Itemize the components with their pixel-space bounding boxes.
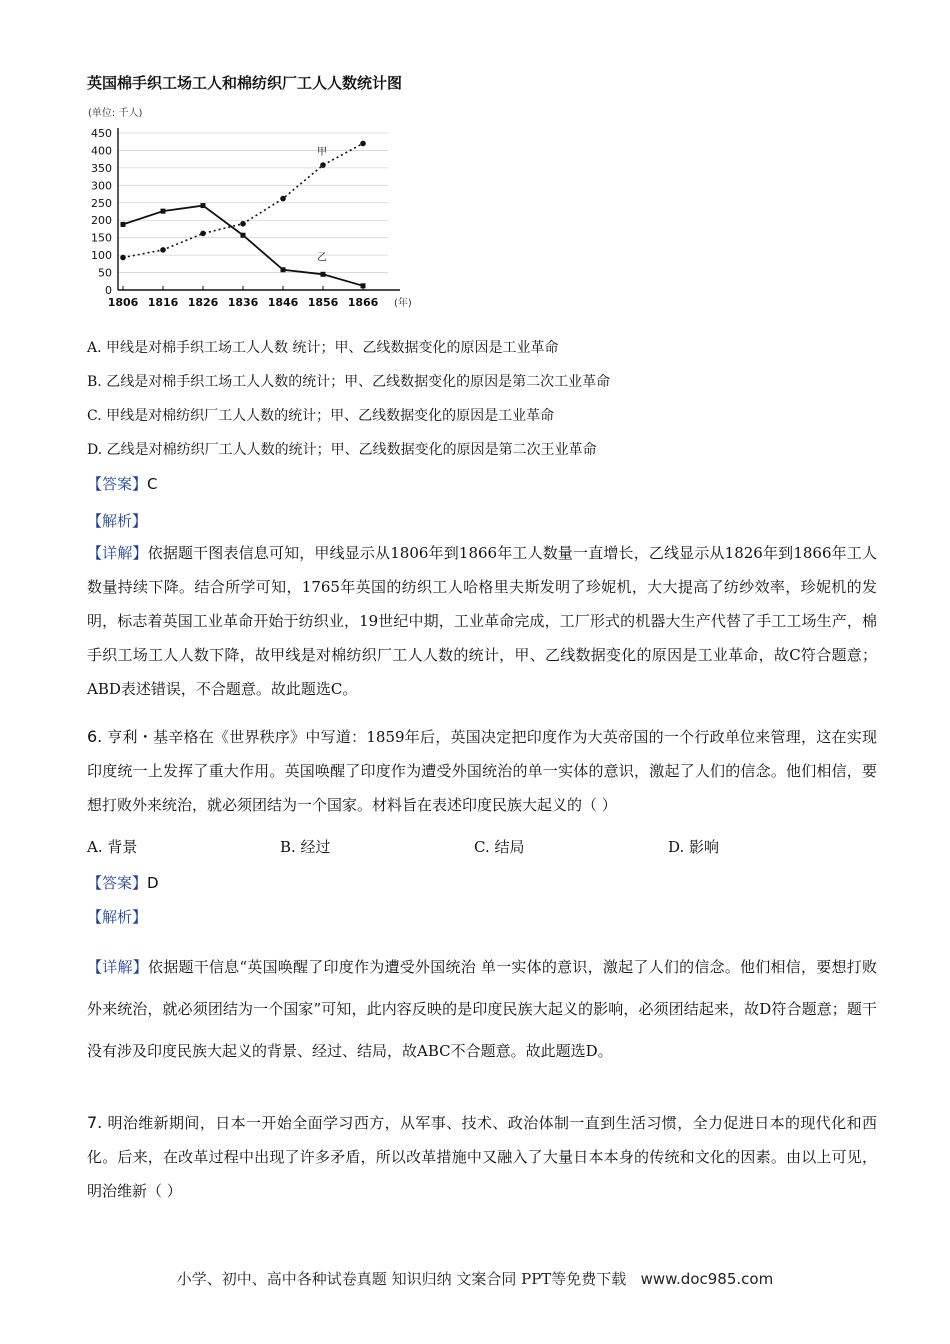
y-tick-label: 200	[91, 214, 112, 228]
x-tick-label: 1856	[307, 296, 339, 309]
answer-label: 【答案】	[87, 874, 148, 892]
q6-answer	[87, 872, 159, 893]
y-tick-label: 50	[98, 266, 112, 280]
chart-series	[120, 141, 366, 289]
x-tick-label: 1846	[267, 296, 299, 309]
data-point	[200, 231, 206, 237]
question-6	[87, 720, 877, 822]
q6-number: 6.	[87, 727, 103, 746]
q7-text: 明治维新期间，日本一开始全面学习西方，从军事、技术、政治体制一直到生活习惯，全力促进日本的现代化和西化。后来，在改革过程中出现了许多矛盾，所以改革措施中又融入了大量日本本身的传统和文化的因素。由以上可见，明治维新（ ）	[87, 1114, 877, 1200]
q7-number: 7.	[87, 1113, 103, 1132]
q6-option-c: C. 结局	[474, 838, 525, 856]
series-label: 甲	[317, 147, 327, 159]
data-point	[120, 255, 126, 261]
footer-link[interactable]: www.doc985.com	[640, 1270, 774, 1288]
series-label: 乙	[317, 252, 327, 264]
y-tick-label: 100	[91, 249, 112, 263]
answer-label: 【答案】	[87, 475, 148, 493]
footer-text: 小学、初中、高中各种试卷真题 知识归纳 文案合同 PPT等免费下载	[176, 1270, 627, 1288]
data-point	[160, 247, 166, 253]
x-tick-label: 1806	[107, 296, 139, 309]
y-tick-label: 400	[91, 144, 112, 158]
data-point	[161, 209, 166, 214]
q5-option-b: B. 乙线是对棉手织工场工人人数的统计；甲、乙线数据变化的原因是第二次工业革命	[87, 374, 611, 390]
q5-analysis-label: 【解析】	[87, 512, 148, 530]
y-tick-label: 0	[105, 284, 112, 297]
q5-option-a: A. 甲线是对棉手织工场工人人数 统计；甲、乙线数据变化的原因是工业革命	[87, 340, 559, 356]
data-point	[281, 267, 286, 272]
y-tick-label: 300	[91, 179, 112, 193]
x-tick-label: 1866	[347, 296, 379, 309]
y-tick-label: 450	[91, 127, 112, 140]
chart-axes	[118, 128, 400, 290]
q6-option-b: B. 经过	[280, 838, 331, 856]
x-tick-labels	[108, 296, 412, 309]
y-tick-label: 150	[91, 231, 112, 245]
data-point	[360, 141, 366, 147]
q6-text: 亨利・基辛格在《世界秩序》中写道：1859年后，英国决定把印度作为大英帝国的一个行政单位来管理，这在实现印度统一上发挥了重大作用。英国唤醒了印度作为遭受外国统治的单一实体的意识，激起了人们的信念。他们相信，要想打败外来统治，就必须团结为一个国家。材料旨在表述印度民族大起义的（ ）	[87, 728, 877, 814]
q6-option-a: A. 背景	[87, 838, 138, 856]
x-unit-label: (年)	[394, 298, 412, 309]
data-point	[320, 162, 326, 168]
answer-value: C	[147, 475, 158, 493]
data-point	[201, 203, 206, 208]
x-tick-label: 1826	[187, 296, 219, 309]
q5-answer	[87, 473, 158, 494]
chart-grid	[118, 133, 388, 273]
y-tick-label: 350	[91, 161, 112, 175]
q6-detail	[87, 946, 877, 1072]
q5-detail	[87, 536, 877, 706]
footer	[0, 1268, 950, 1289]
answer-value: D	[147, 874, 159, 892]
q5-option-c: C. 甲线是对棉纺织厂工人人数的统计；甲、乙线数据变化的原因是工业革命	[87, 408, 555, 424]
y-tick-label: 250	[91, 196, 112, 210]
series-line-2	[123, 206, 363, 286]
x-tick-label: 1836	[227, 296, 259, 309]
x-tick-label: 1816	[147, 296, 179, 309]
series-line-1	[123, 143, 363, 257]
detail-label: 【详解】	[87, 958, 148, 976]
q5-detail-text: 依据题干图表信息可知，甲线显示从1806年到1866年工人数量一直增长，乙线显示从1826年到1866年工人数量持续下降。结合所学可知，1765年英国的纺织工人哈格里夫斯发明了珍妮机，大大提高了纺纱效率，珍妮机的发明，标志着英国工业革命开始于纺织业，19世纪中期，工业革命完成，工厂形式的机器大生产代替了手工工场生产，棉手织工场工人人数下降，故甲线是对棉纺织厂工人人数的统计，甲、乙线数据变化的原因是工业革命，故C符合题意；ABD表述错误，不合题意。故此题选C。	[87, 544, 877, 698]
q6-option-d: D. 影响	[668, 838, 720, 856]
data-point	[321, 272, 326, 277]
data-point	[361, 283, 366, 288]
q6-analysis-label: 【解析】	[87, 908, 148, 926]
data-point	[241, 233, 246, 238]
detail-label: 【详解】	[87, 544, 148, 562]
q6-detail-text: 依据题干信息“英国唤醒了印度作为遭受外国统治 单一实体的意识，激起了人们的信念。他们相信，要想打败外来统治，就必须团结为一个国家”可知，此内容反映的是印度民族大起义的影响，必须团结起来，故D符合题意；题干没有涉及印度民族大起义的背景、经过、结局，故ABC不合题意。故此题选D。	[87, 958, 877, 1060]
data-point	[240, 221, 246, 227]
chart-unit-label: (单位: 千人)	[88, 108, 143, 119]
chart-title: 英国棉手织工场工人和棉纺织厂工人人数统计图	[87, 74, 403, 92]
q5-option-d: D. 乙线是对棉纺织厂工人人数的统计；甲、乙线数据变化的原因是第二次王业革命	[87, 442, 597, 458]
data-point	[121, 222, 126, 227]
line-chart	[78, 98, 418, 313]
data-point	[280, 196, 286, 202]
question-7	[87, 1106, 877, 1208]
y-tick-labels	[91, 127, 112, 297]
